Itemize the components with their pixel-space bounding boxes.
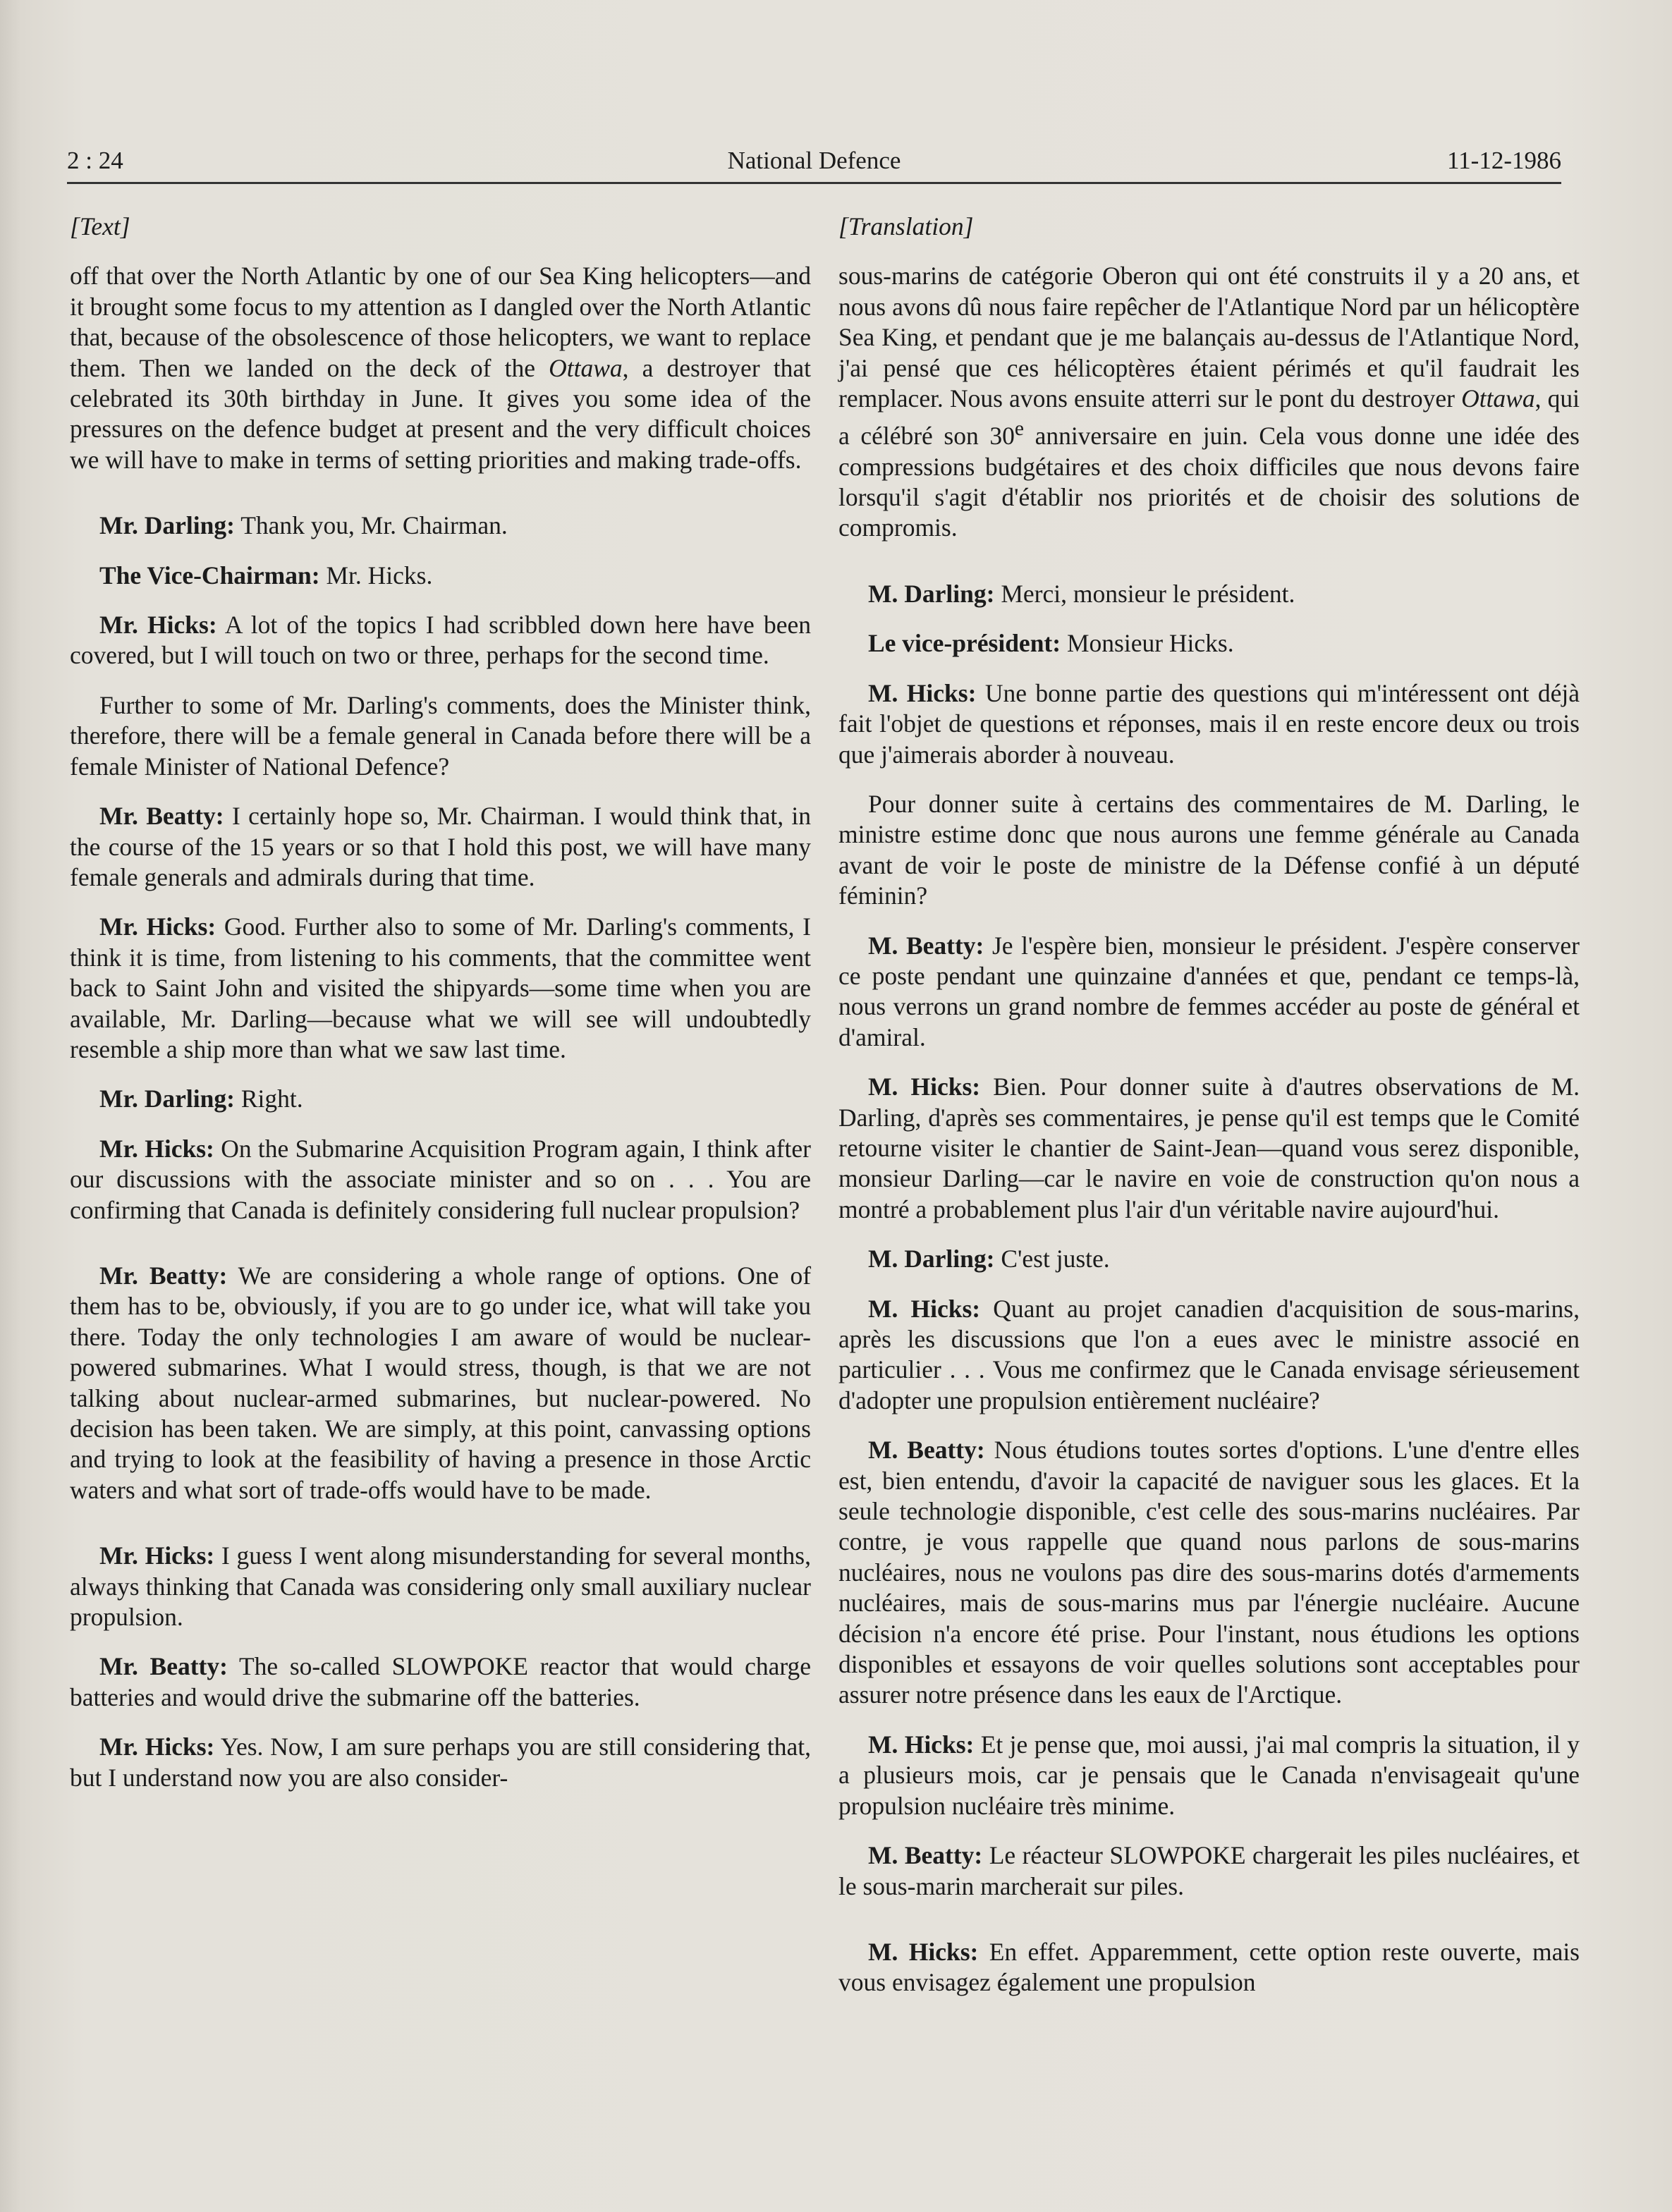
speech-paragraph	[838, 579, 1580, 609]
speech-text: Monsieur Hicks.	[1066, 629, 1234, 658]
speech-text: Right.	[240, 1084, 303, 1113]
speech-paragraph	[70, 1732, 811, 1793]
speech-paragraph	[838, 1435, 1580, 1711]
intro-text: , qui a célébré son 30	[838, 384, 1580, 451]
speech-text: The so-called SLOWPOKE reactor that would charge batteries and would drive the submarine off the batteries.	[70, 1652, 812, 1711]
speech-text: Thank you, Mr. Chairman.	[240, 511, 508, 540]
intro-text: anniversaire en juin. Cela vous donne une idée des compressions budgétaires et des choix difficiles que nous devons faire lorsqu'il s'agit d'établir nos priorités et de choisir des solutions de compromis.	[838, 422, 1580, 542]
speaker-name: Mr. Beatty:	[99, 1652, 228, 1681]
speech-text: Good. Further also to some of Mr. Darling's comments, I think it is time, from listening to his comments, that the committee went back to Saint John and visited the shipyards—some time when you are available, Mr. Darling—because what we will see will undoubtedly resemble a ship more than what we saw last time.	[70, 912, 811, 1063]
speaker-name: Mr. Beatty:	[99, 802, 224, 831]
speaker-name: M. Hicks:	[868, 1730, 975, 1759]
english-column	[70, 212, 811, 1812]
speaker-name: Mr. Hicks:	[99, 1134, 214, 1163]
speech-paragraph	[838, 931, 1580, 1053]
speech-text: Quant au projet canadien d'acquisition de sous-marins, après les discussions que l'on a eues avec le ministre associé en particulier . . . Vous me confirmez que le Canada envisage sérieusement d'adopter une propulsion entièrement nucléaire?	[838, 1294, 1580, 1414]
speaker-name: M. Hicks:	[868, 1937, 979, 1966]
ship-name: Ottawa	[549, 353, 623, 382]
speaker-name: Mr. Darling:	[99, 511, 235, 540]
speech-paragraph	[838, 1730, 1580, 1821]
speech-paragraph	[838, 1294, 1580, 1417]
language-label-text: Text	[79, 212, 121, 240]
intro-paragraph	[70, 261, 811, 475]
language-label: [Translation]	[838, 212, 974, 240]
speech-paragraph	[70, 1261, 811, 1505]
speech-paragraph	[70, 561, 811, 591]
speech-text: En effet. Apparemment, cette option reste ouverte, mais vous envisagez également une propulsion	[838, 1937, 1580, 1997]
speech-paragraph	[70, 610, 811, 671]
speech-paragraph	[838, 1840, 1580, 1902]
speech-text: Bien. Pour donner suite à d'autres observations de M. Darling, d'après ses commentaires, je pense qu'il est temps que le Comité retourne visiter le chantier de Saint-Jean—quand vous serez disponible, monsieur Darling—car le navire en voie de construction qu'on nous a montré a probablement plus l'air d'un véritable navire aujourd'hui.	[838, 1073, 1580, 1223]
speech-paragraph	[838, 1244, 1580, 1274]
speaker-name: M. Beatty:	[868, 931, 984, 960]
speaker-name: M. Hicks:	[868, 1073, 981, 1101]
intro-text: sous-marins de catégorie Oberon qui ont été construits il y a 20 ans, et nous avons dû nous faire repêcher de l'Atlantique Nord par un hélicoptère Sea King, et pendant que je me balançais au-dessus de l'Atlantique Nord, j'ai pensé que ces hélicoptères étaient périmés et qu'il faudrait les remplacer. Nous avons ensuite atterri sur le pont du destroyer	[838, 262, 1580, 413]
speech-text: Et je pense que, moi aussi, j'ai mal compris la situation, il y a plusieurs mois, car je pensais que le Canada n'envisageait qu'une propulsion nucléaire très minime.	[838, 1730, 1580, 1820]
ship-name: Ottawa	[1461, 384, 1535, 413]
speech-paragraph	[70, 801, 811, 893]
speaker-name: Mr. Beatty:	[99, 1261, 228, 1290]
speaker-name: M. Beatty:	[868, 1841, 983, 1870]
intro-text: , a destroyer that celebrated its 30th birthday in June. It gives you some idea of the pressures on the defence budget at present and the very difficult choices we will have to make in terms of setting priorities and making trade-offs.	[70, 353, 811, 474]
page-number: 2 : 24	[67, 147, 123, 174]
speech-text: Mr. Hicks.	[326, 561, 433, 589]
speech-text: Une bonne partie des questions qui m'intéressent ont déjà fait l'objet de questions et réponses, mais il en reste encore deux ou trois que j'aimerais aborder à nouveau.	[838, 678, 1580, 769]
intro-paragraph	[838, 261, 1580, 543]
language-label-text: Translation	[848, 212, 964, 240]
page-header	[67, 142, 1561, 184]
speech-text: On the Submarine Acquisition Program again, I think after our discussions with the associate minister and so on . . . You are confirming that Canada is definitely considering full nuclear propulsion?	[70, 1134, 812, 1224]
language-label: [Text]	[70, 212, 130, 240]
speech-text: Pour donner suite à certains des commentaires de M. Darling, le ministre estime donc que nous aurons une femme générale au Canada avant de voir le poste de ministre de la Défense confié à un député féminin?	[838, 789, 1580, 910]
speaker-name: Mr. Darling:	[99, 1084, 235, 1113]
speaker-name: M. Hicks:	[868, 1294, 981, 1323]
english-paragraphs	[70, 511, 811, 1793]
publication-title: National Defence	[727, 147, 901, 174]
speech-text: Merci, monsieur le président.	[1001, 579, 1295, 608]
french-paragraphs	[838, 579, 1580, 1998]
speech-paragraph	[70, 1134, 811, 1226]
speech-text: Further to some of Mr. Darling's comments, does the Minister think, therefore, there will be a female general in Canada before there will be a female Minister of National Defence?	[70, 690, 811, 781]
speech-paragraph	[70, 1541, 811, 1632]
french-column	[838, 212, 1580, 2017]
speech-paragraph	[70, 1084, 811, 1114]
speech-text: C'est juste.	[1001, 1245, 1110, 1273]
speaker-name: Mr. Hicks:	[99, 611, 217, 640]
speech-paragraph	[70, 511, 811, 541]
speaker-name: Mr. Hicks:	[99, 1541, 215, 1570]
speaker-name: M. Darling:	[868, 579, 995, 608]
speech-text: Je l'espère bien, monsieur le président. J'espère conserver ce poste pendant une quinzaine d'années et que, pendant ce temps-là, nous verrons un grand nombre de femmes accéder au poste de général et d'amiral.	[838, 931, 1580, 1051]
speaker-name: M. Beatty:	[868, 1436, 985, 1465]
speech-paragraph	[838, 789, 1580, 912]
session-date: 11-12-1986	[1446, 147, 1561, 174]
speech-paragraph	[70, 912, 811, 1065]
speech-paragraph	[838, 1072, 1580, 1225]
speech-text: Yes. Now, I am sure perhaps you are still considering that, but I understand now you are also consider-	[70, 1733, 811, 1792]
speech-text: I certainly hope so, Mr. Chairman. I would think that, in the course of the 15 years or so that I hold this post, we will have many female generals and admirals during that time.	[70, 802, 812, 891]
speech-paragraph	[70, 1651, 811, 1713]
speech-paragraph	[838, 1937, 1580, 1998]
ordinal-suffix: e	[1014, 417, 1024, 441]
speaker-name: Le vice-président:	[868, 629, 1061, 658]
speech-text: A lot of the topics I had scribbled down here have been covered, but I will touch on two or three, perhaps for the second time.	[70, 611, 812, 670]
intro-text: off that over the North Atlantic by one of our Sea King helicopters—and it brought some focus to my attention as I dangled over the North Atlantic that, because of the obsolescence of those helicopters, we want to replace them. Then we landed on the deck of the	[70, 262, 811, 382]
speech-paragraph	[838, 678, 1580, 770]
speaker-name: M. Darling:	[868, 1245, 995, 1273]
speech-paragraph	[70, 690, 811, 782]
speaker-name: Mr. Hicks:	[99, 1733, 215, 1761]
speech-text: Nous étudions toutes sortes d'options. L'une d'entre elles est, bien entendu, d'avoir la capacité de naviguer sous les glaces. Et la seule technologie disponible, c'est celle des sous-marins nucléaires. Par contre, je vous rappelle que quand nous parlons de sous-marins nucléaires, nous ne voulons pas dire des sous-marins dotés d'armements nucléaires, mais de sous-marins mus par l'énergie nucléaire. Aucune décision n'a encore été prise. Pour l'instant, nous étudions les options disponibles et essayons de voir quelles solutions sont acceptables pour assurer notre présence dans les eaux de l'Arctique.	[838, 1436, 1580, 1709]
speech-paragraph	[838, 628, 1580, 659]
speech-text: Le réacteur SLOWPOKE chargerait les piles nucléaires, et le sous-marin marcherait sur piles.	[838, 1841, 1580, 1900]
speech-text: I guess I went along misunderstanding for several months, always thinking that Canada was considering only small auxiliary nuclear propulsion.	[70, 1541, 811, 1632]
speaker-name: Mr. Hicks:	[99, 912, 216, 941]
speech-text: We are considering a whole range of options. One of them has to be, obviously, if you are to go under ice, what will take you there. Today the only technologies I am aware of would be nuclear-powered submarines. What I would stress, though, is that we are not talking about nuclear-armed submarines, but nuclear-powered. No decision has been taken. We are simply, at this point, canvassing options and trying to look at the feasibility of having a presence in those Arctic waters and what sort of trade-offs would have to be made.	[70, 1261, 812, 1504]
speaker-name: M. Hicks:	[868, 678, 977, 707]
speaker-name: The Vice-Chairman:	[99, 561, 320, 589]
